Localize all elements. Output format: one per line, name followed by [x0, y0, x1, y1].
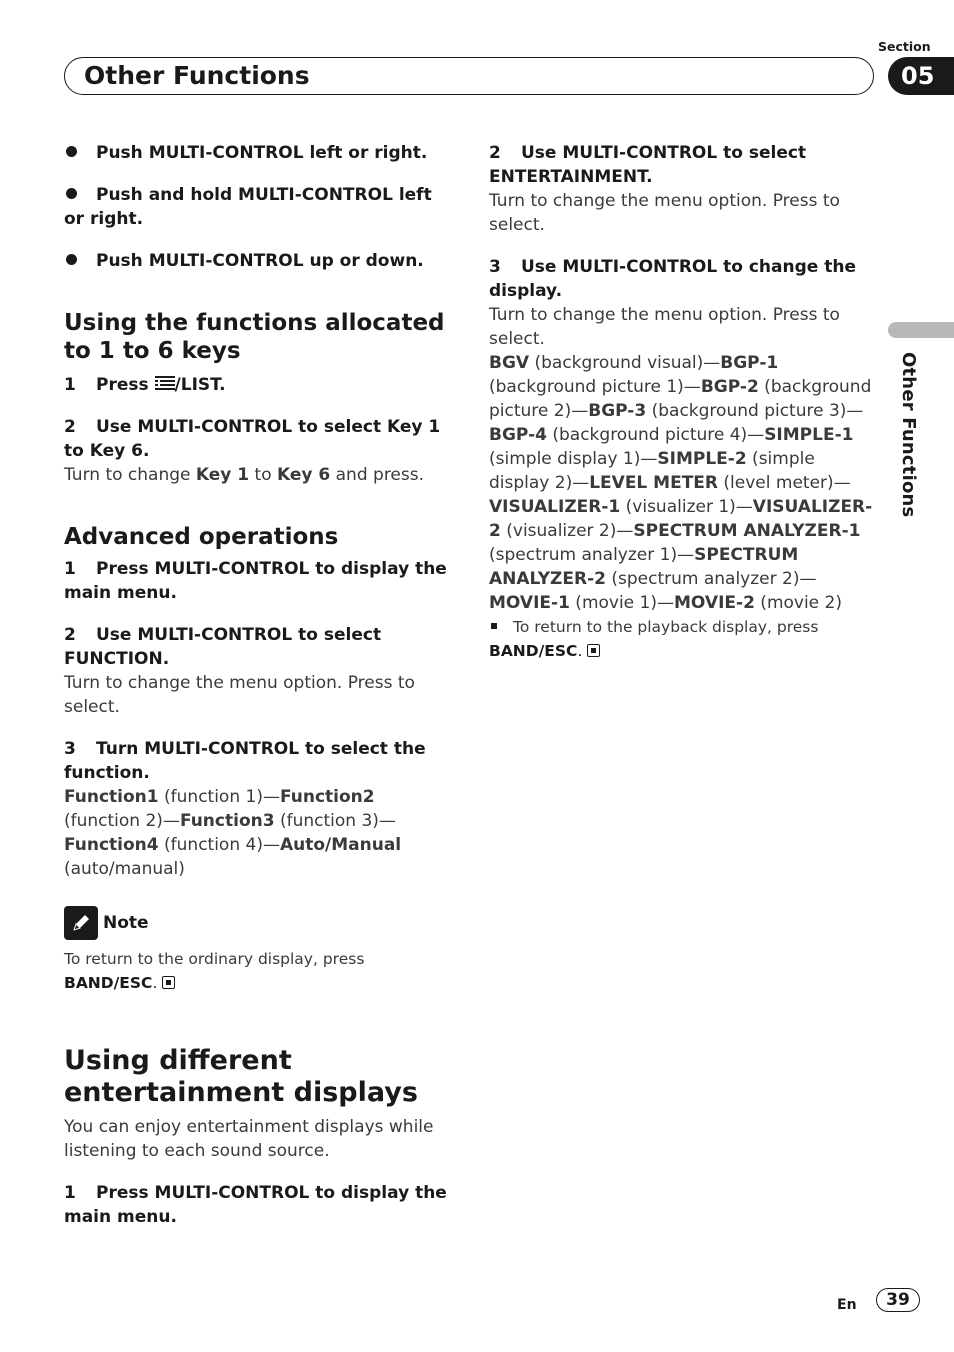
- step-body: Turn to change the menu option. Press to select.: [489, 305, 840, 349]
- right-column: [489, 141, 875, 663]
- note-text: To return to the ordinary display, press: [64, 950, 365, 968]
- stop-icon: [587, 644, 600, 657]
- step-2: 2 Use MULTI-CONTROL to select Key 1 to Key 6.: [64, 417, 441, 461]
- step-3: 3 Use MULTI-CONTROL to change the display.: [489, 257, 856, 301]
- note-key: BAND/ESC.: [64, 971, 454, 995]
- step-1: 1 Press MULTI-CONTROL to display the main menu.: [64, 559, 447, 603]
- bullet-dot-icon: [66, 254, 77, 265]
- pencil-note-icon: [64, 906, 98, 940]
- step-1: 1 Press MULTI-CONTROL to display the main menu.: [64, 1183, 447, 1227]
- stop-icon: [162, 976, 175, 989]
- step-2: 2 Use MULTI-CONTROL to select ENTERTAINMENT.: [489, 143, 807, 187]
- section-heading-large: Using different entertainment displays: [64, 1045, 418, 1108]
- section-label: Section: [878, 39, 931, 54]
- step-2: 2 Use MULTI-CONTROL to select FUNCTION.: [64, 625, 382, 669]
- section-heading: Using the functions allocated to 1 to 6 keys: [64, 310, 445, 364]
- intro-text: You can enjoy entertainment displays while listening to each sound source.: [64, 1117, 434, 1161]
- language-label: En: [837, 1297, 857, 1313]
- step-body: Turn to change the menu option. Press to select.: [489, 191, 840, 235]
- step-1: 1 Press /LIST.: [64, 375, 226, 395]
- bullet-item: Push and hold MULTI-CONTROL left or right.: [64, 185, 432, 229]
- left-column: [64, 141, 454, 1229]
- side-tab-marker: [888, 322, 954, 338]
- page-title: Other Functions: [84, 61, 310, 90]
- step-body: Turn to change the menu option. Press to select.: [64, 673, 415, 717]
- square-bullet-icon: [491, 623, 497, 629]
- bullet-dot-icon: [66, 188, 77, 199]
- section-heading: Advanced operations: [64, 524, 339, 550]
- bullet-item: Push MULTI-CONTROL up or down.: [64, 249, 454, 273]
- page-number: 39: [876, 1288, 920, 1312]
- side-tab-label: Other Functions: [898, 352, 919, 518]
- step-3: 3 Turn MULTI-CONTROL to select the function.: [64, 739, 426, 783]
- step-body: Turn to change Key 1 to Key 6 and press.: [64, 465, 425, 485]
- bullet-item: Push MULTI-CONTROL left or right.: [64, 141, 454, 165]
- section-number-badge: 05: [888, 57, 954, 95]
- list-icon: [155, 375, 175, 391]
- tip-key: BAND/ESC.: [489, 639, 875, 663]
- tip-text: To return to the playback display, press: [489, 615, 875, 639]
- function-list: Function1 (function 1)—Function2 (function 2)—Function3 (function 3)—Function4 (function 4)—Auto/Manual (auto/manual): [64, 787, 402, 879]
- display-option-list: BGV (background visual)—BGP-1 (background picture 1)—BGP-2 (background picture 2)—BGP-3 (background picture 3)—BGP-4 (background picture 4)—SIMPLE-1 (simple display 1)—SIMPLE-2 (simple display 2)—LEVEL METER (level meter)—VISUALIZER-1 (visualizer 1)—VISUALIZER-2 (visualizer 2)—SPECTRUM ANALYZER-1 (spectrum analyzer 1)—SPECTRUM ANALYZER-2 (spectrum analyzer 2)—MOVIE-1 (movie 1)—MOVIE-2 (movie 2): [489, 353, 873, 613]
- bullet-dot-icon: [66, 146, 77, 157]
- note-header: [64, 905, 454, 941]
- note-label: Note: [103, 913, 149, 933]
